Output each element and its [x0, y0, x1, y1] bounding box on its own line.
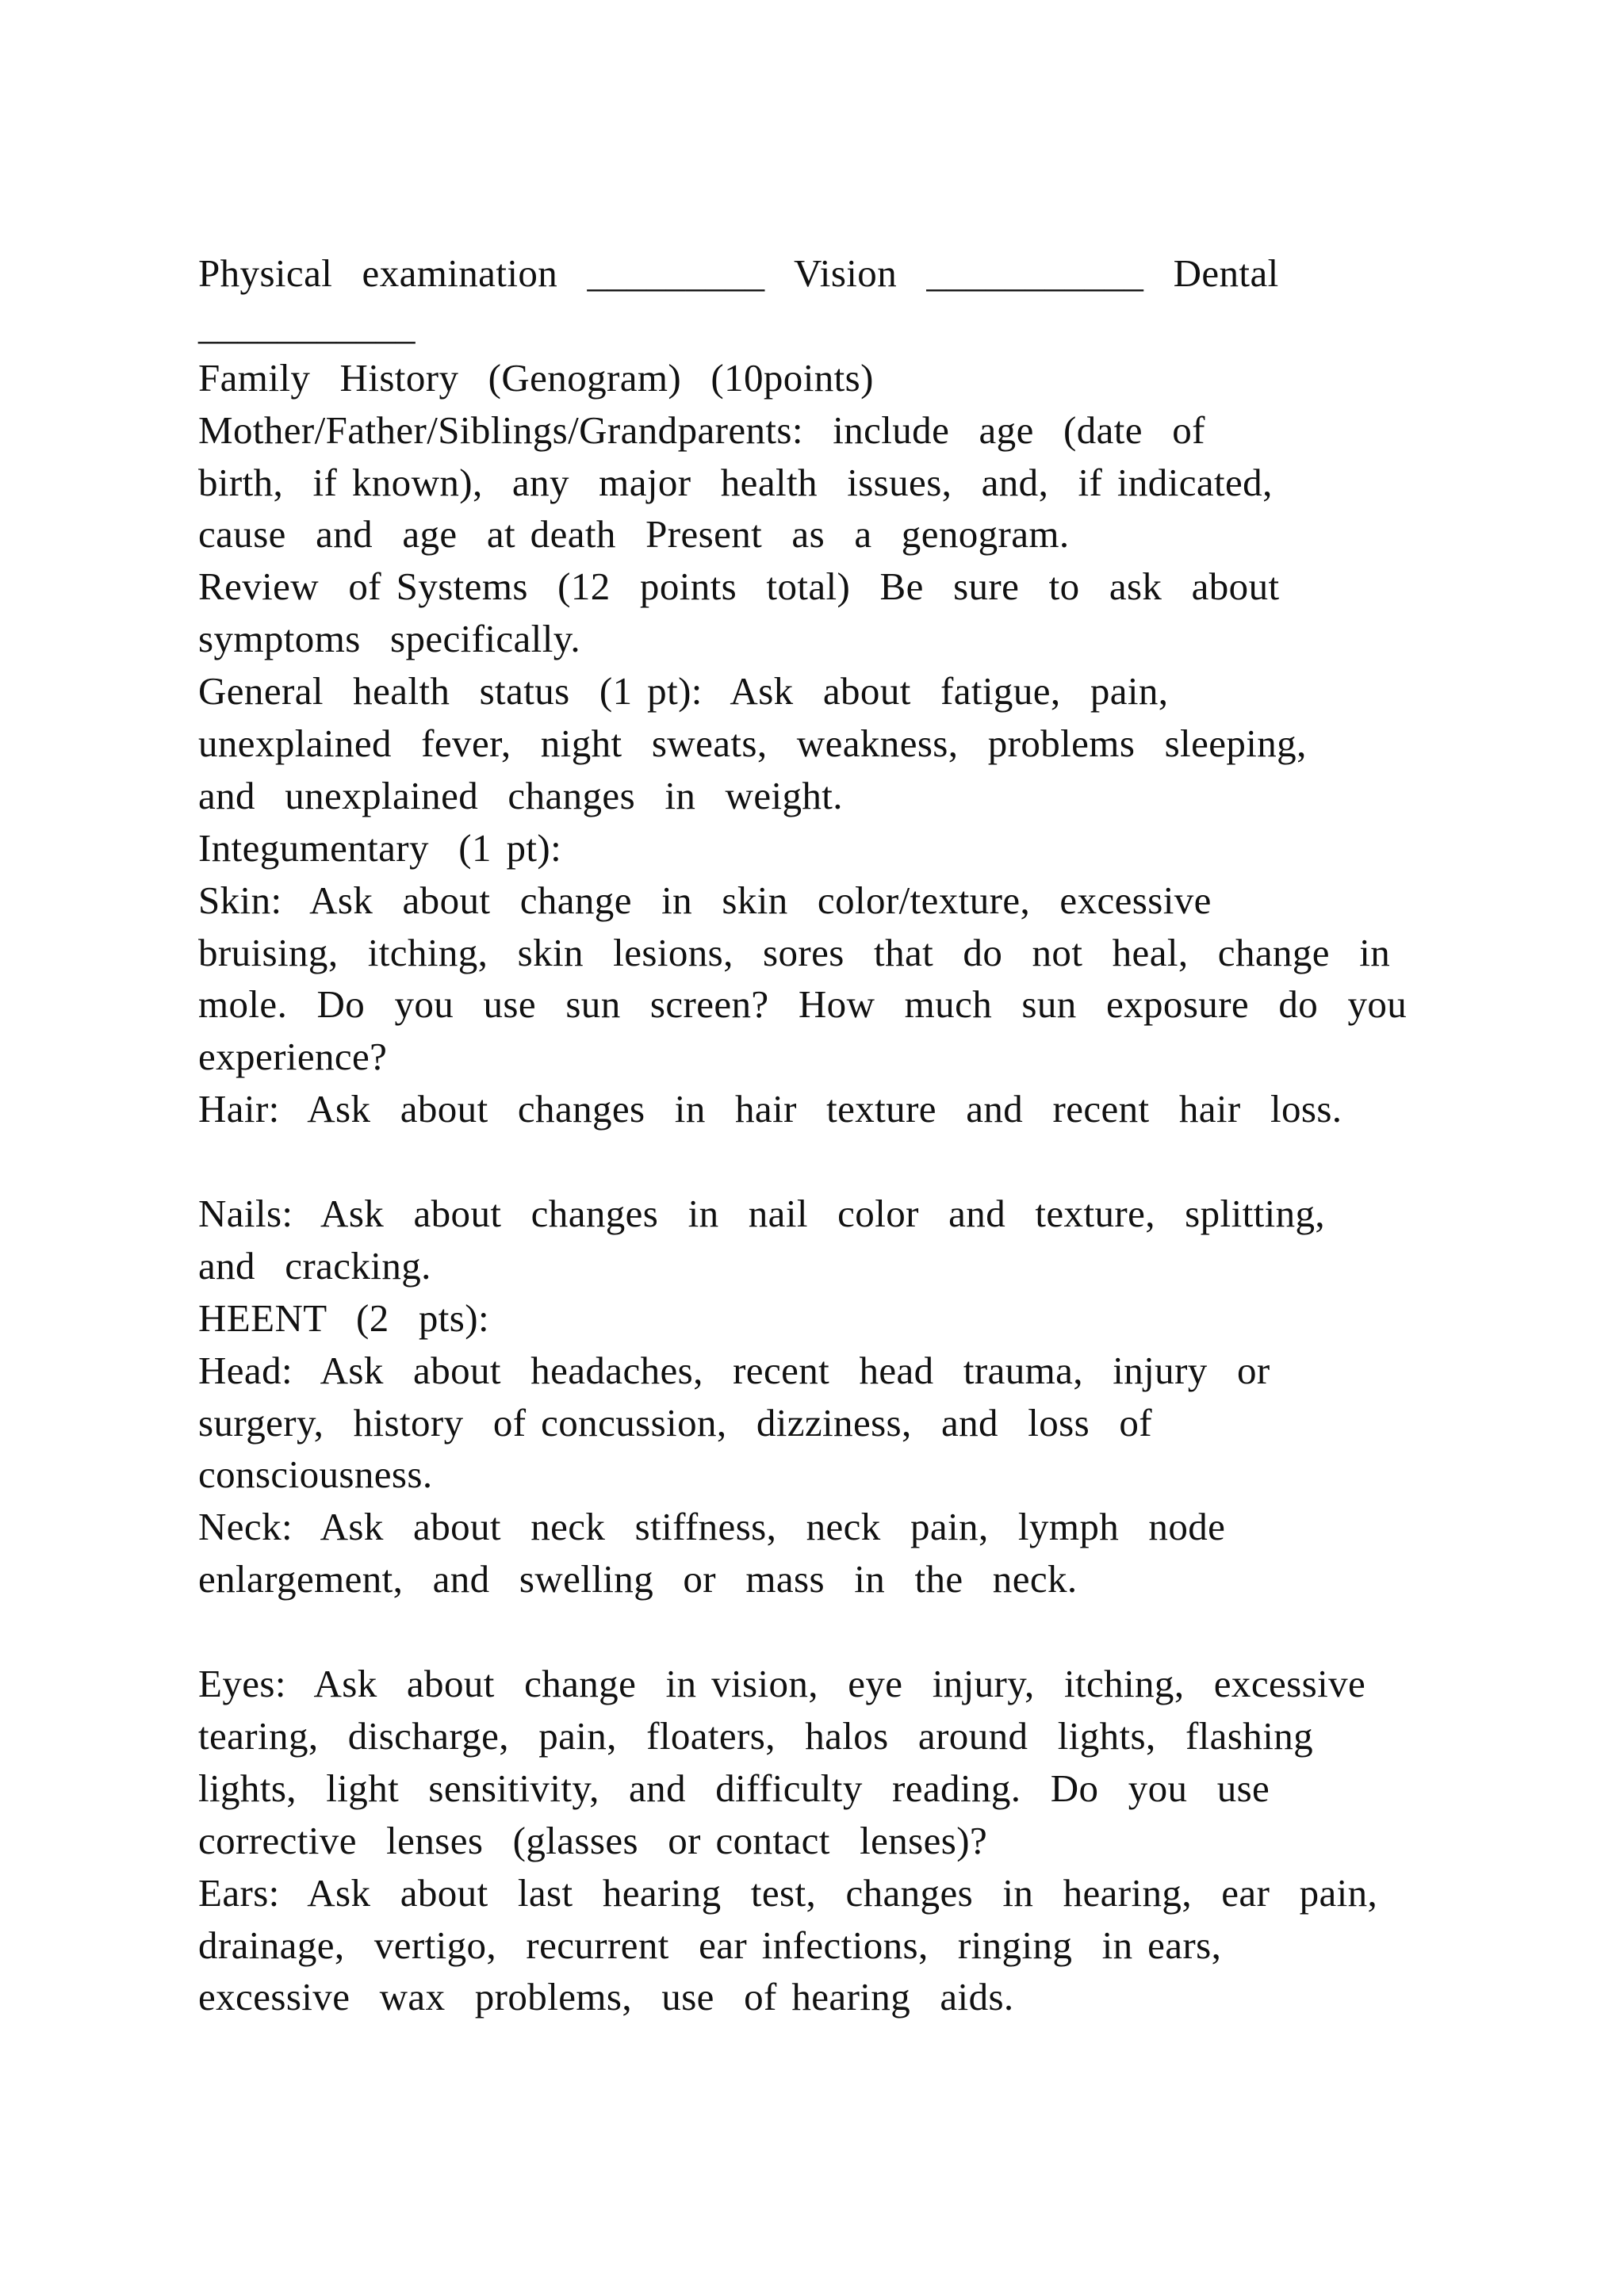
text-line: enlargement, and swelling or mass in the neck. [198, 1557, 1078, 1601]
text-line: symptoms specifically. [198, 617, 581, 661]
text-line-eyes: Eyes: Ask about change in vision, eye injury, itching, excessive [198, 1662, 1366, 1706]
header-line-dental-blank: ___________ [198, 303, 416, 347]
text-line: lights, light sensitivity, and difficulty reading. Do you use [198, 1766, 1270, 1810]
text-line: drainage, vertigo, recurrent ear infections, ringing in ears, [198, 1923, 1222, 1967]
text-line: experience? [198, 1035, 388, 1079]
text-line-nails: Nails: Ask about changes in nail color and texture, splitting, [198, 1192, 1326, 1236]
text-line: surgery, history of concussion, dizziness, and loss of [198, 1400, 1152, 1445]
text-line: corrective lenses (glasses or contact lenses)? [198, 1818, 988, 1862]
text-line: cause and age at death Present as a genogram. [198, 512, 1070, 557]
text-line: and cracking. [198, 1243, 431, 1288]
text-line: excessive wax problems, use of hearing aids. [198, 1975, 1014, 2019]
blank-line [198, 1605, 1435, 1658]
document-body [198, 247, 1435, 2023]
text-line: and unexplained changes in weight. [198, 773, 843, 817]
heading-integumentary: Integumentary (1 pt): [198, 825, 562, 870]
text-line-ears: Ears: Ask about last hearing test, changes in hearing, ear pain, [198, 1870, 1378, 1915]
text-line: birth, if known), any major health issues, and, if indicated, [198, 460, 1273, 504]
blank-line [198, 1135, 1435, 1188]
heading-family-history: Family History (Genogram) (10points) [198, 355, 874, 400]
header-line-exams: Physical examination _________ Vision ___________ Dental [198, 251, 1279, 295]
text-line: bruising, itching, skin lesions, sores that do not heal, change in [198, 930, 1391, 974]
text-line: tearing, discharge, pain, floaters, halos around lights, flashing [198, 1713, 1314, 1758]
text-line: unexplained fever, night sweats, weakness, problems sleeping, [198, 721, 1307, 766]
text-line: mole. Do you use sun screen? How much sun exposure do you [198, 982, 1408, 1027]
text-line-hair: Hair: Ask about changes in hair texture and recent hair loss. [198, 1087, 1342, 1131]
text-line-skin: Skin: Ask about change in skin color/texture, excessive [198, 878, 1212, 922]
text-line: consciousness. [198, 1452, 433, 1497]
heading-heent: HEENT (2 pts): [198, 1295, 490, 1340]
text-line: Mother/Father/Siblings/Grandparents: include age (date of [198, 408, 1205, 452]
text-line-head: Head: Ask about headaches, recent head trauma, injury or [198, 1348, 1270, 1392]
text-line-neck: Neck: Ask about neck stiffness, neck pain, lymph node [198, 1505, 1226, 1549]
heading-review-of-systems: Review of Systems (12 points total) Be sure to ask about [198, 564, 1280, 609]
text-line-general-health: General health status (1 pt): Ask about fatigue, pain, [198, 669, 1169, 714]
